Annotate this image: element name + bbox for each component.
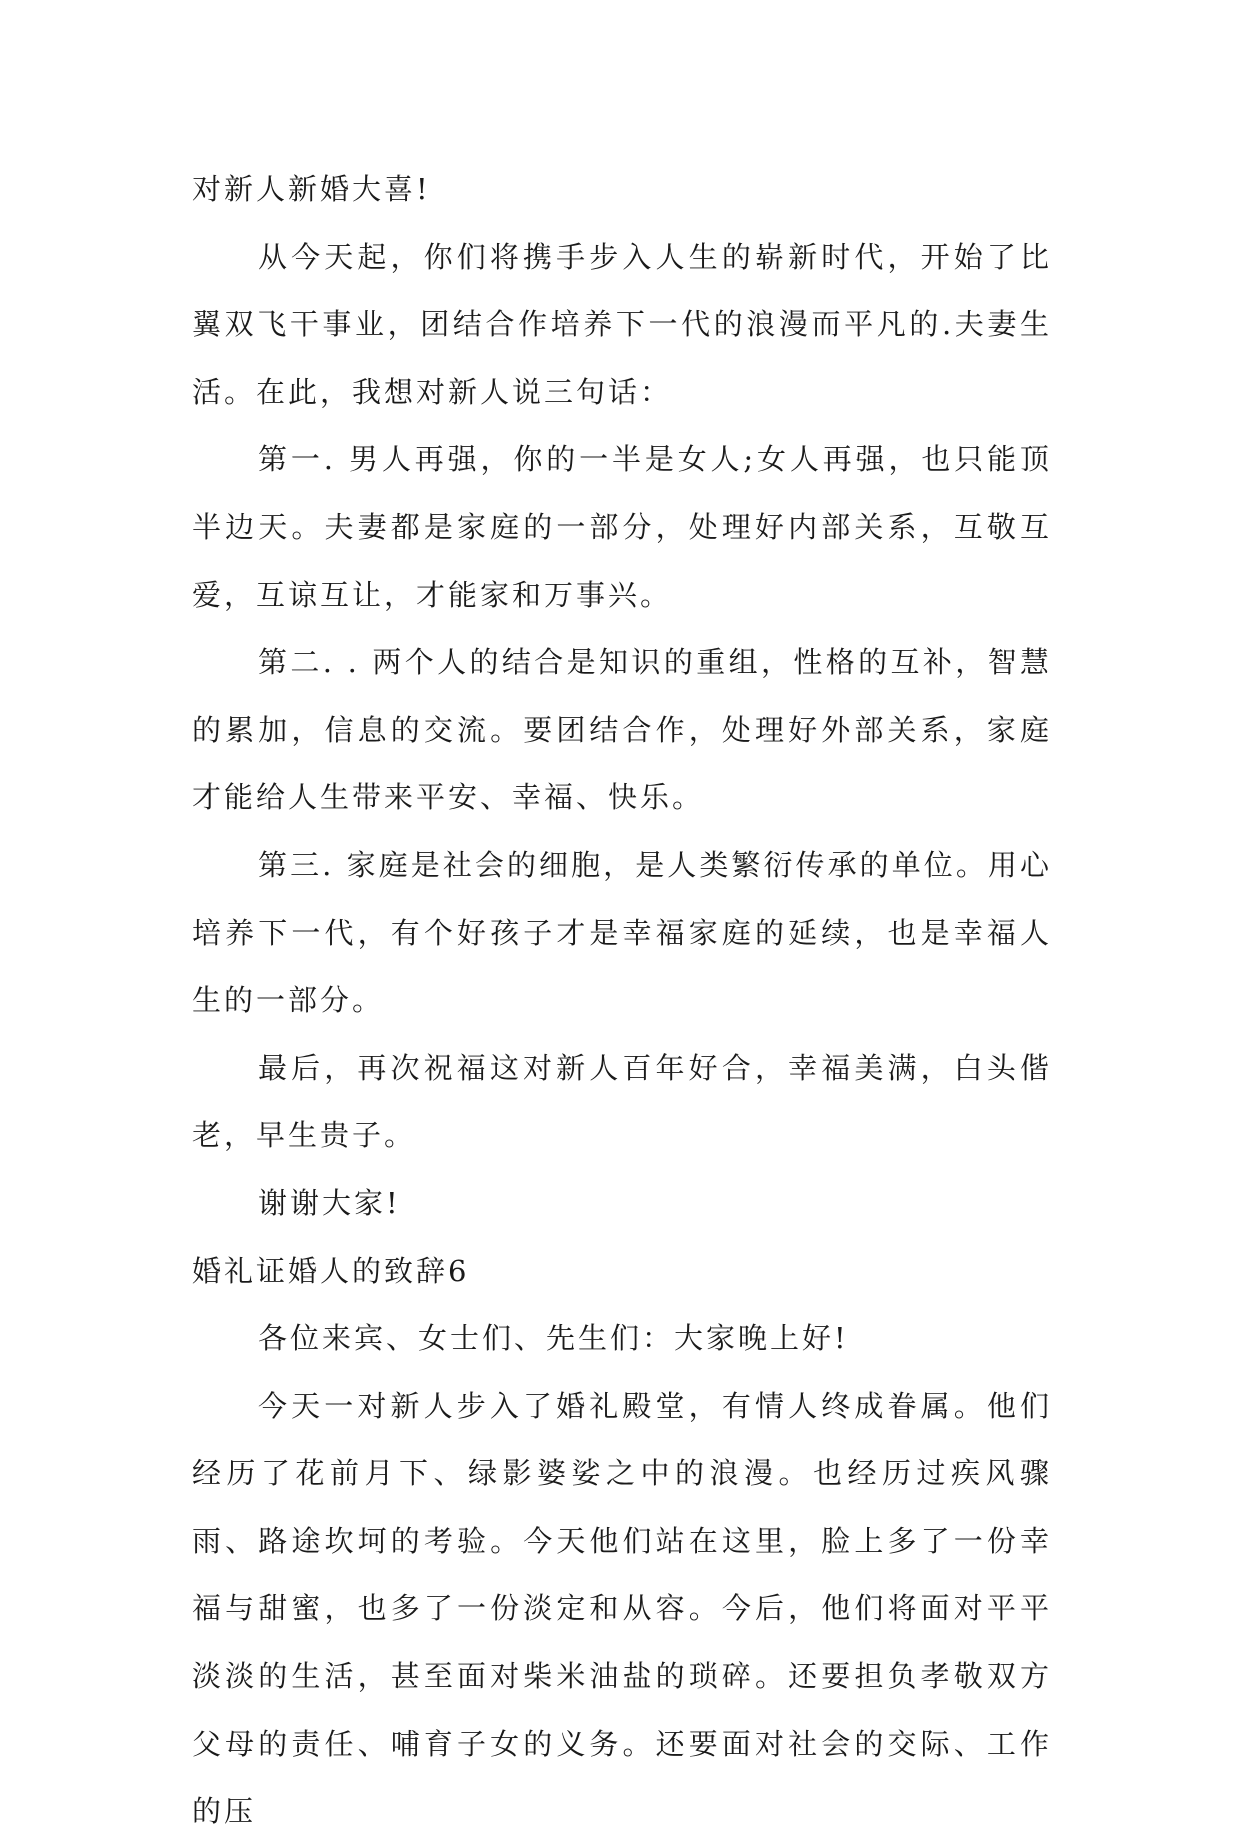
paragraph-greeting: 各位来宾、女士们、先生们：大家晚上好!: [258, 1321, 849, 1356]
paragraph-third-point: 第三. 家庭是社会的细胞，是人类繁衍传承的单位。用心培养下一代，有个好孩子才是幸福家庭的延续，也是幸福人生的一部分。: [192, 847, 1052, 1018]
paragraph-speech-body: 今天一对新人步入了婚礼殿堂，有情人终成眷属。他们经历了花前月下、绿影婆娑之中的浪漫。也经历过疾风骤雨、路途坎坷的考验。今天他们站在这里，脸上多了一份幸福与甜蜜，也多了一份淡定和从容。今后，他们将面对平平淡淡的生活，甚至面对柴米油盐的琐碎。还要担负孝敬双方父母的责任、哺育子女的义务。还要面对社会的交际、工作的压: [192, 1388, 1052, 1829]
paragraph-closing-blessing: 最后，再次祝福这对新人百年好合，幸福美满，白头偕老，早生贵子。: [192, 1050, 1052, 1153]
paragraph-second-point: 第二. . 两个人的结合是知识的重组，性格的互补，智慧的累加，信息的交流。要团结合作，处理好外部关系，家庭才能给人生带来平安、幸福、快乐。: [192, 645, 1052, 815]
section-heading: 婚礼证婚人的致辞6: [192, 1253, 470, 1288]
paragraph-opening-wish: 对新人新婚大喜!: [192, 172, 431, 206]
paragraph-first-point: 第一. 男人再强，你的一半是女人;女人再强，也只能顶半边天。夫妻都是家庭的一部分，处理好内部关系，互敬互爱，互谅互让，才能家和万事兴。: [192, 442, 1052, 612]
paragraph-thanks: 谢谢大家!: [258, 1185, 401, 1220]
document-body: [192, 156, 1052, 1846]
paragraph-intro: 从今天起，你们将携手步入人生的崭新时代，开始了比翼双飞干事业，团结合作培养下一代的浪漫而平凡的.夫妻生活。在此，我想对新人说三句话：: [192, 239, 1052, 409]
